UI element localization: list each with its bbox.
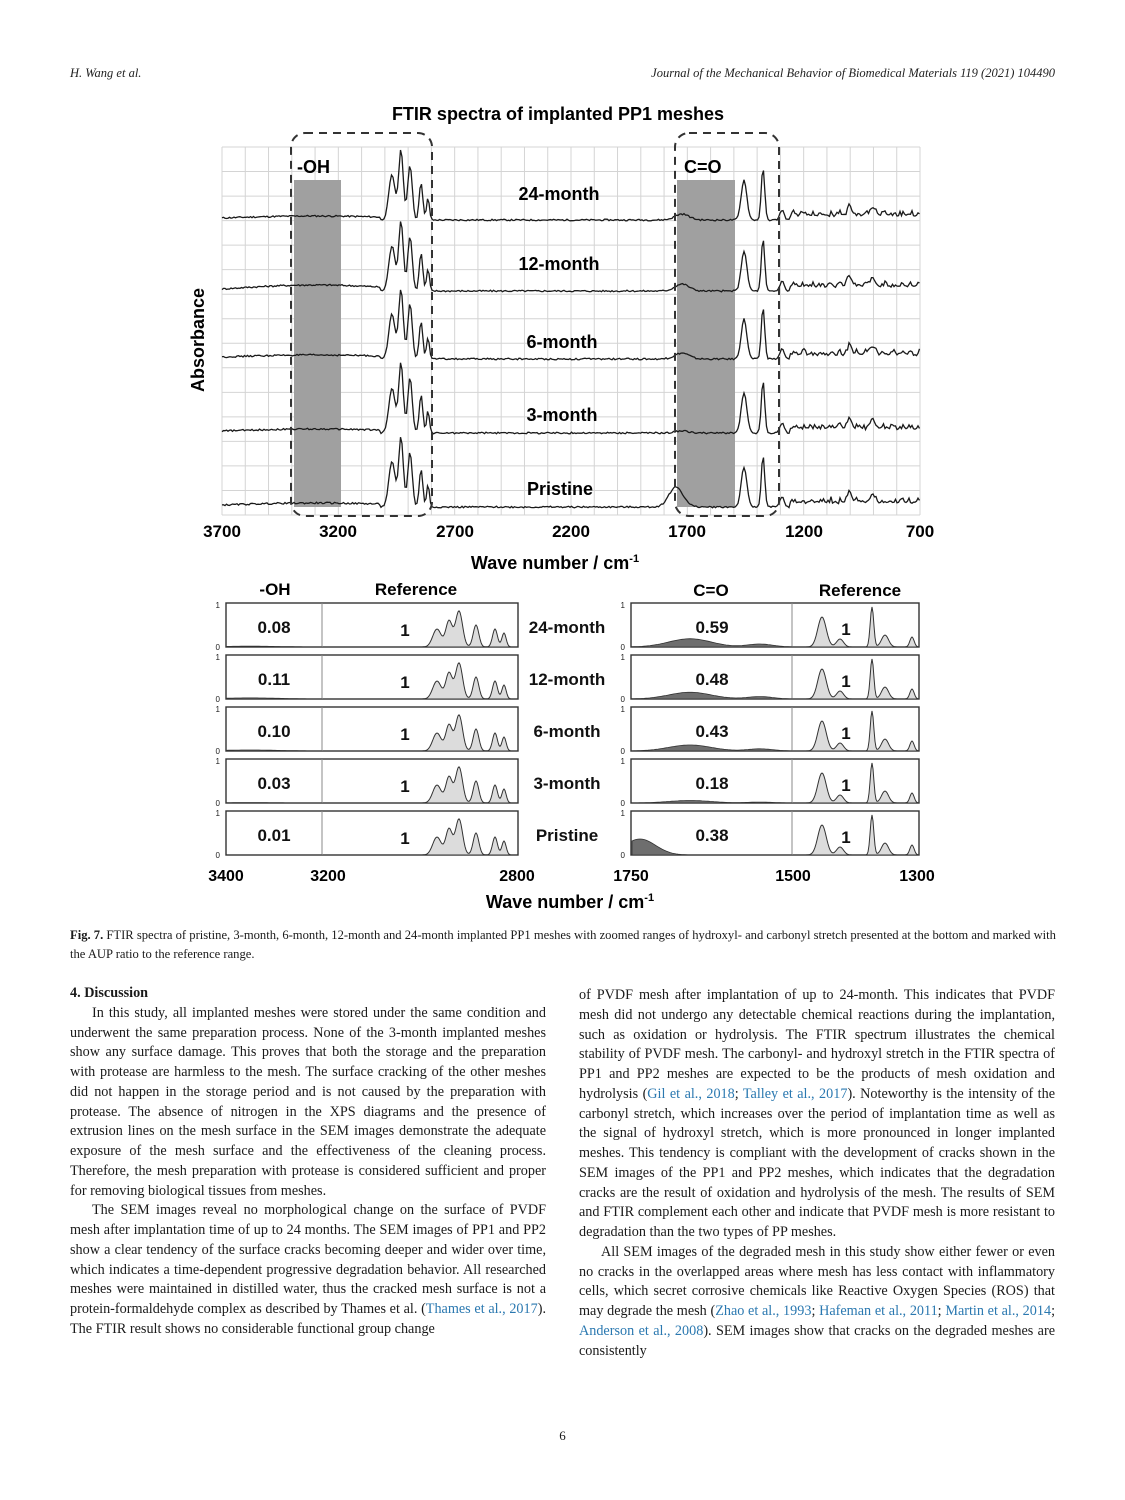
citation-link[interactable]: Thames et al., 2017 — [425, 1301, 538, 1317]
citation-link[interactable]: Anderson et al., 2008 — [579, 1322, 704, 1339]
co-ratio-label: 0.59 — [695, 618, 729, 637]
series-label-3-month: 3-month — [526, 405, 598, 425]
co-axis-tick-1: 1 — [620, 601, 625, 610]
oh-ratio-label: 0.11 — [257, 670, 291, 689]
co-reference-value: 1 — [841, 776, 851, 795]
oh-axis-tick-0: 0 — [215, 747, 220, 756]
top-x-tick: 2700 — [436, 522, 474, 541]
bottom-right-tick: 1300 — [899, 868, 935, 885]
bottom-x-axis-label: Wave number / $cm^{-1}$ — [485, 892, 655, 912]
bottom-right-tick: 1750 — [613, 868, 649, 885]
citation-link[interactable]: Hafeman et al., 2011 — [819, 1303, 938, 1319]
caption-text: FTIR spectra of pristine, 3-month, 6-month, 12-month and 24-month implanted PP1 meshes with zoomed ranges of hydroxyl- and carbonyl stretch presented at the bottom and marked with the AUP ratio to the reference range. — [70, 928, 1056, 961]
left-column — [70, 984, 546, 1340]
series-label-24-month: 24-month — [518, 184, 600, 204]
co-region-label: C=O — [684, 157, 722, 177]
co-axis-tick-1: 1 — [620, 757, 625, 766]
panel-row-label: Pristine — [535, 826, 599, 845]
co-axis-tick-0: 0 — [620, 799, 625, 808]
paragraph: All SEM images of the degraded mesh in this study show either fewer or even no cracks in the overlapped areas where mesh has less contact with inflammatory cells, which secret corrosive chemicals like Reactive Oxygen Species (ROS) that may degrade the mesh (Zhao et al., 1993; Hafeman et al., 2011; Martin et al., 2014; Anderson et al., 2008). SEM images show that cracks on the degraded meshes are consistently — [579, 1243, 1056, 1359]
bottom-co-header: C=O — [693, 581, 729, 600]
top-y-axis-label: Absorbance — [188, 287, 208, 393]
figure-caption — [70, 926, 1056, 964]
co-axis-tick-1: 1 — [620, 809, 625, 818]
caption-label: Fig. 7. — [70, 928, 104, 942]
co-reference-value: 1 — [841, 828, 851, 847]
top-chart-title: FTIR spectra of implanted PP1 meshes — [391, 104, 725, 124]
oh-axis-tick-0: 0 — [215, 799, 220, 808]
bottom-left-tick: 3200 — [310, 868, 346, 885]
citation-link[interactable]: Gil et al., 2018 — [647, 1085, 735, 1102]
bottom-x-ticks — [208, 868, 935, 885]
top-x-tick: 2200 — [552, 522, 590, 541]
oh-region-label: -OH — [297, 157, 330, 177]
page-number: 6 — [559, 1428, 566, 1443]
co-reference-value: 1 — [841, 672, 851, 691]
oh-reference-value: 1 — [400, 621, 410, 640]
bottom-left-tick: 3400 — [208, 868, 244, 885]
series-label-6-month: 6-month — [526, 332, 598, 352]
oh-ratio-label: 0.08 — [257, 618, 291, 637]
co-ratio-label: 0.48 — [695, 670, 729, 689]
oh-axis-tick-1: 1 — [215, 653, 220, 662]
top-x-tick: 1700 — [668, 522, 706, 541]
oh-ratio-label: 0.10 — [257, 722, 291, 741]
oh-axis-tick-0: 0 — [215, 643, 220, 652]
oh-reference-value: 1 — [400, 673, 410, 692]
oh-reference-value: 1 — [400, 725, 410, 744]
bottom-left-reference-header: Reference — [374, 580, 458, 599]
citation-link[interactable]: Zhao et al., 1993 — [715, 1303, 812, 1319]
co-ratio-label: 0.38 — [695, 826, 729, 845]
running-header-journal: Journal of the Mechanical Behavior of Biomedical Materials 119 (2021) 104490 — [651, 66, 1055, 80]
oh-axis-tick-1: 1 — [215, 705, 220, 714]
oh-band — [294, 180, 341, 507]
co-reference-value: 1 — [841, 724, 851, 743]
paragraph: of PVDF mesh after implantation of up to 24-month. This indicates that PVDF mesh did not undergo any detectable chemical reactions during the implantation, such as oxidation or hydrolysis. The FTIR spectrum illustrates the chemical stability of PVDF mesh. The carbonyl- and hydroxyl stretch in the FTIR spectra of PP1 and PP2 meshes are expected to be the products of mesh oxidation and hydrolysis (Gil et al., 2018; Talley et al., 2017). Noteworthy is the intensity of the carbonyl stretch, which increases over the period of implantation time as well as the signal of hydroxyl stretch, which is more pronounced in longer implanted meshes. This tendency is compliant with the development of cracks shown in the SEM images of the PP1 and PP2 meshes, which indicates that the degradation cracks are the result of oxidation and hydrolysis of the mesh. The results of SEM and FTIR complement each other and indicate that PVDF mesh is more resistant to degradation than the two types of PP meshes. — [579, 987, 1056, 1240]
oh-axis-tick-0: 0 — [215, 695, 220, 704]
citation-link[interactable]: Talley et al., 2017 — [742, 1085, 848, 1102]
co-reference-value: 1 — [841, 620, 851, 639]
citation-link[interactable]: Martin et al., 2014 — [945, 1303, 1052, 1319]
top-x-tick: 3700 — [203, 522, 241, 541]
top-x-ticks — [203, 522, 934, 541]
co-ratio-label: 0.18 — [695, 774, 729, 793]
zoom-panels — [216, 601, 919, 860]
panel-row-label: 24-month — [528, 618, 606, 637]
paragraph: The SEM images reveal no morphological change on the surface of PVDF mesh after implantation time of up to 24 months. The SEM images of PP1 and PP2 show a clear tendency of the surface cracks becoming deeper and wider over time, which indicates a time-dependent progressive degradation behavior. All researched meshes were maintained in distilled water, thus the cracked mesh surface is not a protein-formaldehyde complex as described by Thames et al. (Thames et al., 2017). The FTIR result shows no considerable functional group change — [70, 1202, 546, 1337]
oh-axis-tick-1: 1 — [215, 809, 220, 818]
panel-row-label: 6-month — [533, 722, 601, 741]
bottom-right-tick: 1500 — [775, 868, 811, 885]
co-band — [677, 180, 735, 507]
oh-reference-value: 1 — [400, 777, 410, 796]
co-axis-tick-1: 1 — [620, 705, 625, 714]
oh-reference-value: 1 — [400, 829, 410, 848]
oh-axis-tick-1: 1 — [215, 601, 220, 610]
co-axis-tick-0: 0 — [620, 851, 625, 860]
co-axis-tick-0: 0 — [620, 643, 625, 652]
top-x-tick: 3200 — [319, 522, 357, 541]
top-x-axis-label: Wave number / $cm^{-1}$ — [470, 553, 640, 573]
section-title: 4. Discussion — [70, 985, 149, 1001]
oh-axis-tick-0: 0 — [215, 851, 220, 860]
bottom-left-tick: 2800 — [499, 868, 535, 885]
bottom-oh-header: -OH — [259, 580, 291, 599]
series-label-12-month: 12-month — [518, 254, 600, 274]
paragraph: In this study, all implanted meshes were stored under the same condition and underwent the same preparation process. None of the 3-month implanted meshes show any surface damage. This proves that both the storage and the preparation with protease are harmless to the mesh. The surface cracking of the other meshes did not happen in the storage period and is not caused by the preparation with protease. The absence of nitrogen in the XPS diagrams and the presence of extrusion lines on the mesh surface in the SEM images demonstrate the adequate exposure of the mesh surface and the effectiveness of the cleaning process. Therefore, the mesh preparation with protease is considered sufficient and proper for removing biological tissues from meshes. — [70, 1004, 546, 1199]
co-ratio-label: 0.43 — [695, 722, 729, 741]
bottom-right-reference-header: Reference — [818, 581, 902, 600]
co-axis-tick-1: 1 — [620, 653, 625, 662]
panel-row-label: 3-month — [533, 774, 601, 793]
top-x-tick: 1200 — [785, 522, 823, 541]
oh-ratio-label: 0.03 — [257, 774, 291, 793]
oh-axis-tick-1: 1 — [215, 757, 220, 766]
co-axis-tick-0: 0 — [620, 747, 625, 756]
oh-ratio-label: 0.01 — [257, 826, 291, 845]
running-header-authors: H. Wang et al. — [70, 66, 142, 80]
panel-row-label: 12-month — [528, 670, 606, 689]
series-label-pristine: Pristine — [526, 479, 594, 499]
right-column — [579, 986, 1055, 1361]
top-x-tick: 700 — [905, 522, 935, 541]
co-axis-tick-0: 0 — [620, 695, 625, 704]
